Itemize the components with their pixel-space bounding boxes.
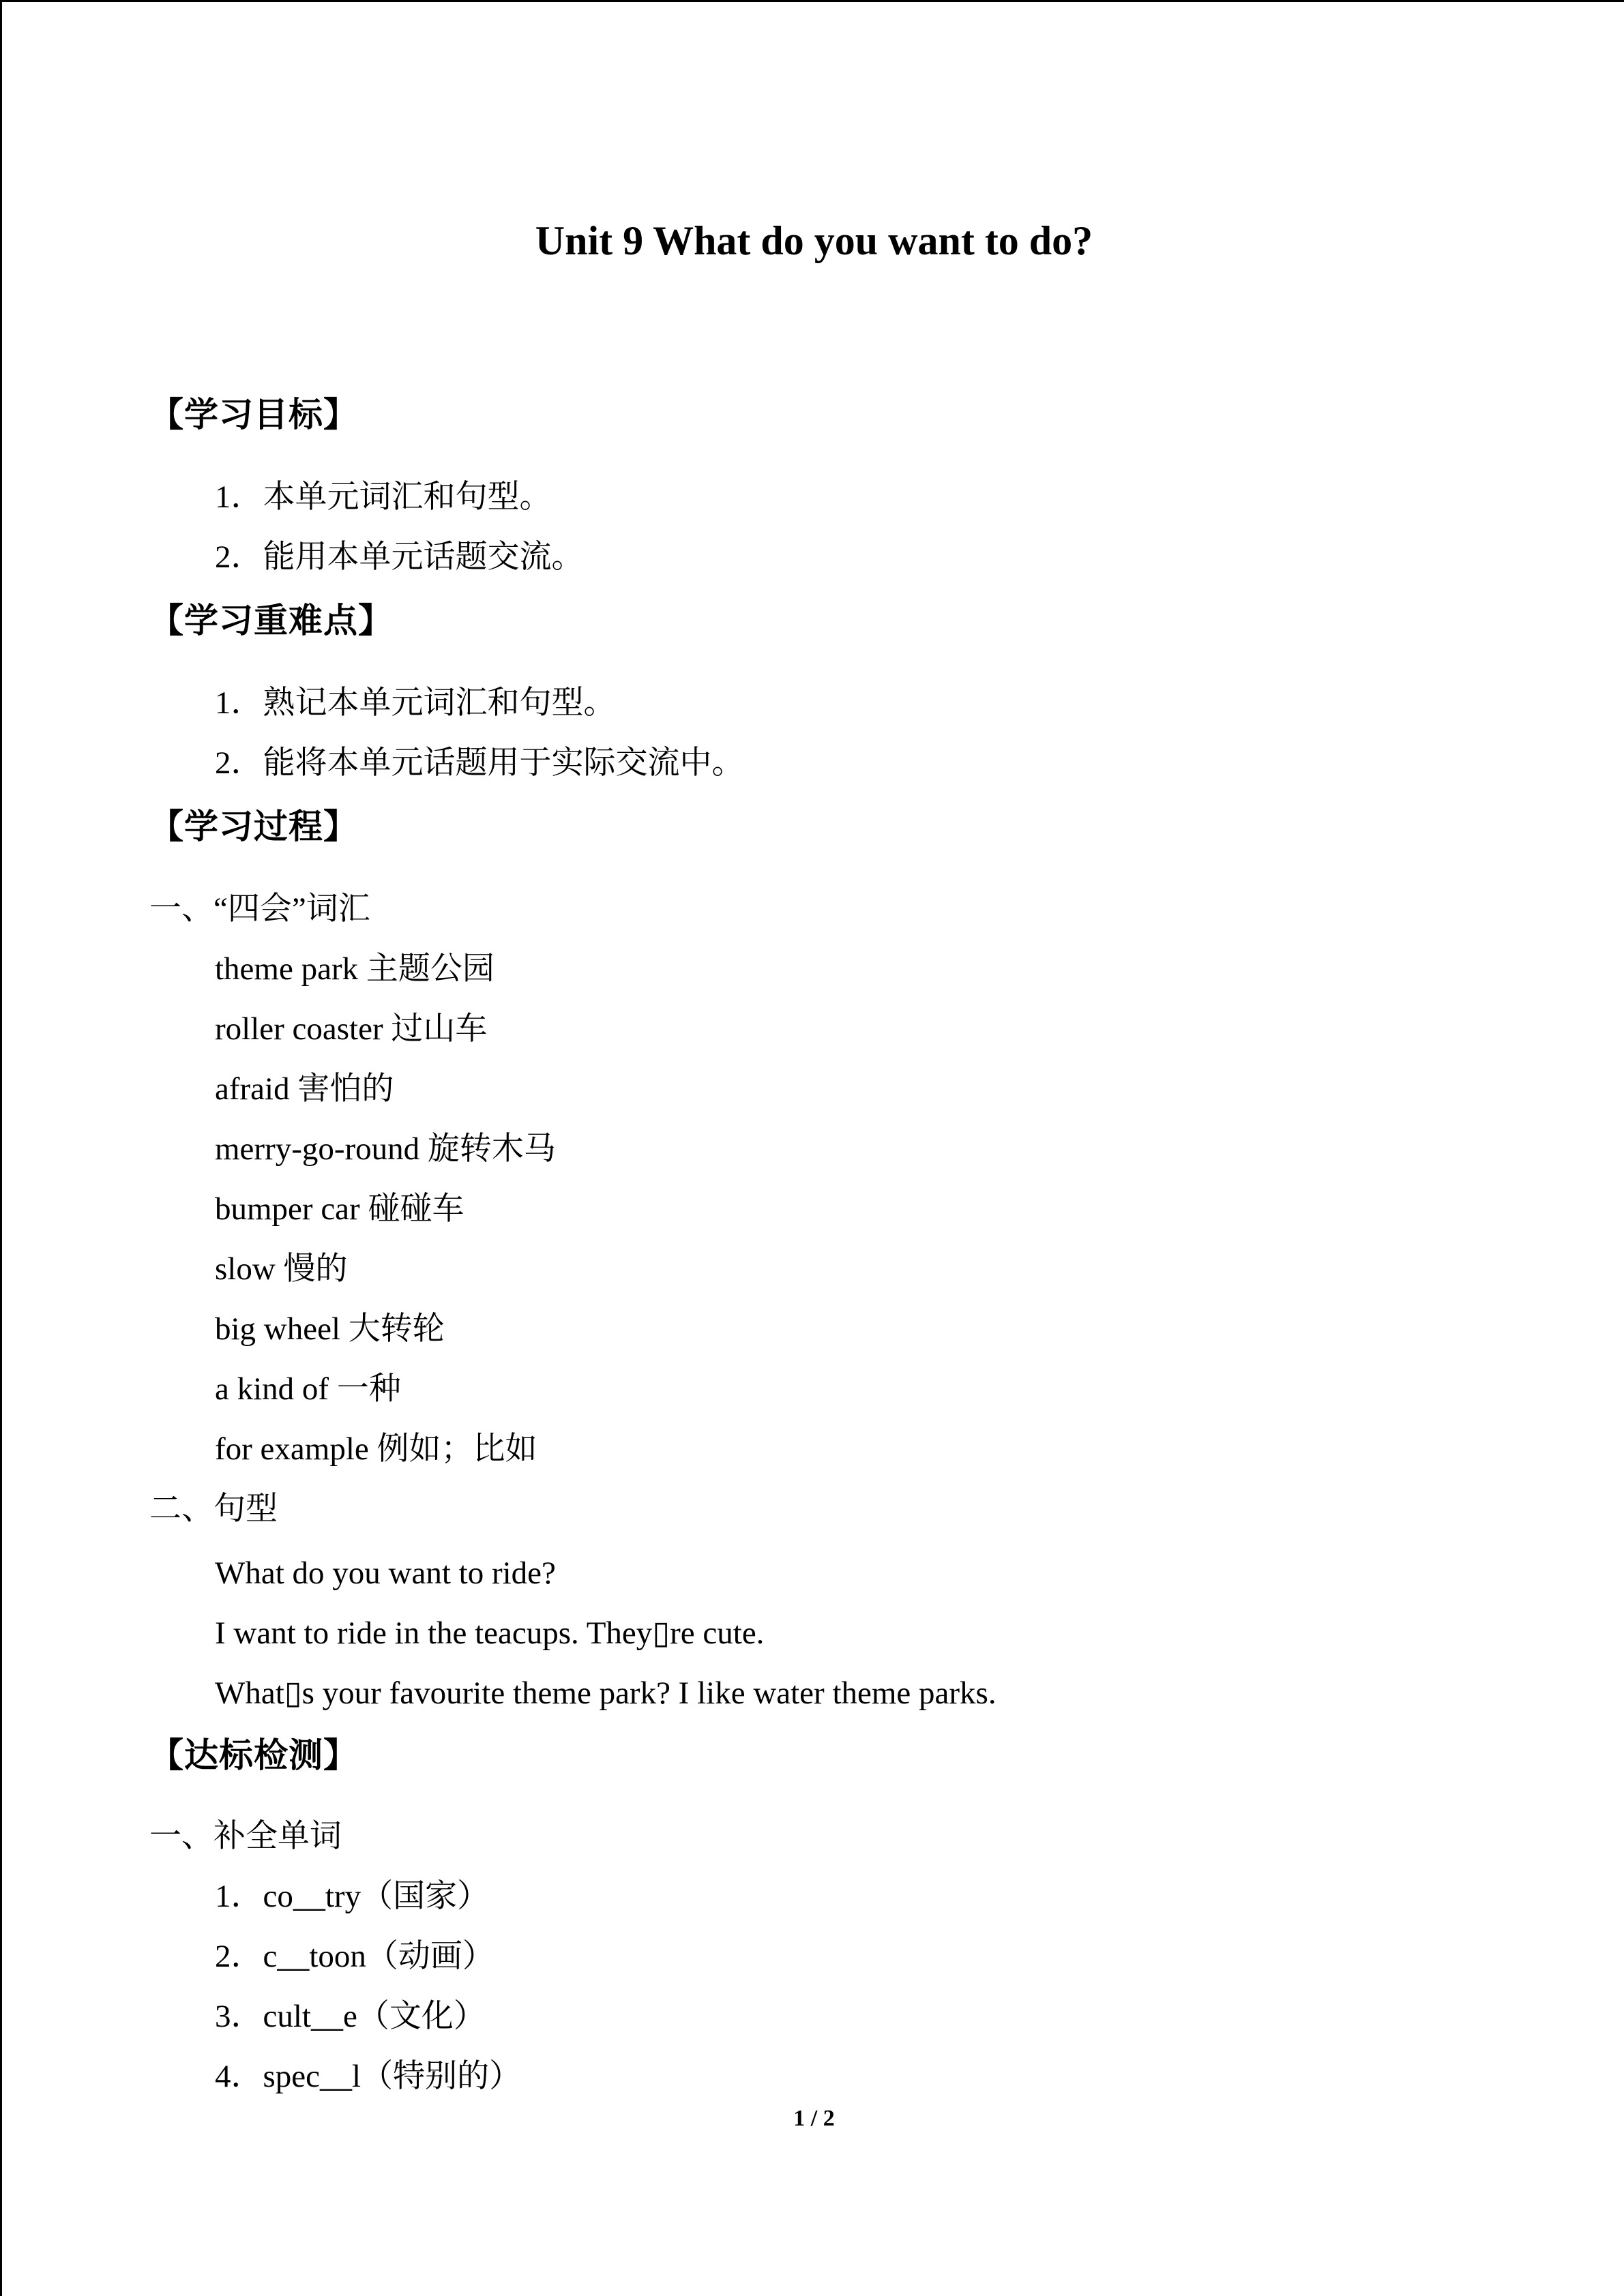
vocab-item: for example 例如；比如 [215,1431,537,1467]
key-point-item: 1．熟记本单元词汇和句型。 [215,685,616,721]
section-heading-process: 【学习过程】 [149,807,358,846]
document-title: Unit 9 What do you want to do? [535,218,1093,263]
test-item: 1．co__try（国家） [215,1879,490,1914]
objective-item: 2．能用本单元话题交流。 [215,539,584,575]
section-heading-test: 【达标检测】 [149,1735,358,1775]
test-item: 3．cult__e（文化） [215,1999,486,2034]
vocab-item: afraid 害怕的 [215,1071,394,1107]
vocab-item: big wheel 大转轮 [215,1311,445,1347]
section-heading-objectives: 【学习目标】 [149,395,358,434]
section-heading-key-points: 【学习重难点】 [149,601,393,640]
objective-item: 1．本单元词汇和句型。 [215,479,552,515]
vocab-item: merry-go-round 旋转木马 [215,1131,556,1167]
test-subtitle: 一、补全单词 [149,1819,342,1854]
vocab-item: bumper car 碰碰车 [215,1191,464,1227]
vocab-item: theme park 主题公园 [215,951,494,987]
pattern-item: What do you want to ride? [215,1555,556,1591]
patterns-subtitle: 二、句型 [149,1491,278,1527]
page-number: 1 / 2 [793,2106,835,2131]
pattern-item: I want to ride in the teacups. They▯re cute. [215,1615,765,1651]
vocab-item: slow 慢的 [215,1251,348,1287]
vocab-subtitle: 一、“四会”词汇 [149,891,370,927]
vocab-item: roller coaster 过山车 [215,1011,488,1047]
key-point-item: 2．能将本单元话题用于实际交流中。 [215,745,744,781]
vocab-item: a kind of 一种 [215,1371,401,1407]
test-item: 2．c__toon（动画） [215,1939,494,1974]
pattern-item: What▯s your favourite theme park? I like water theme parks. [215,1675,996,1711]
test-item: 4．spec__l（特别的） [215,2059,522,2094]
